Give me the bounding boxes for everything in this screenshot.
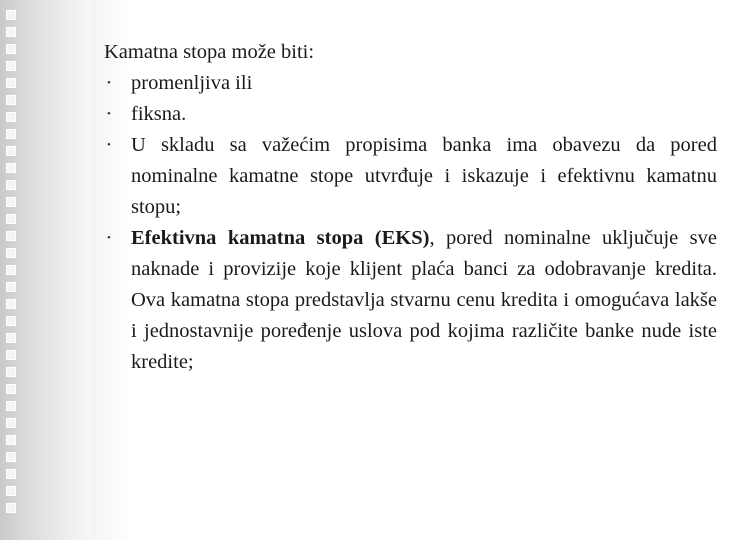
decorative-square	[6, 248, 16, 258]
decorative-square	[6, 384, 16, 394]
decorative-square	[6, 299, 16, 309]
decorative-square	[6, 231, 16, 241]
decorative-square	[6, 180, 16, 190]
decorative-square	[6, 418, 16, 428]
bullet-icon: •	[107, 77, 111, 89]
decorative-square	[6, 350, 16, 360]
decorative-square	[6, 435, 16, 445]
decorative-square	[6, 452, 16, 462]
bullet-text: , pored nominalne uključuje sve naknade i provizije koje klijent plaća banci za odobravanje kredita. Ova kamatna stopa predstavlja stvarnu cenu kredita i omogućava lakše i jednostavnije poređenje uslova pod kojima različite banke nude iste kredite;	[131, 227, 717, 373]
decorative-square-strip	[6, 10, 17, 530]
bullet-list	[104, 68, 717, 378]
left-decorative-band	[0, 0, 92, 540]
bullet-icon: •	[107, 108, 111, 120]
bullet-bold-term: Efektivna kamatna stopa (EKS)	[131, 227, 430, 249]
decorative-square	[6, 282, 16, 292]
bullet-item-propisi	[104, 130, 717, 223]
decorative-square	[6, 316, 16, 326]
bullet-item-promenljiva	[104, 68, 717, 99]
decorative-square	[6, 503, 16, 513]
decorative-square	[6, 129, 16, 139]
decorative-square	[6, 163, 16, 173]
bullet-text: promenljiva ili	[131, 72, 253, 94]
bullet-item-fiksna	[104, 99, 717, 130]
bullet-icon: •	[107, 232, 111, 244]
decorative-square	[6, 44, 16, 54]
decorative-square	[6, 78, 16, 88]
decorative-square	[6, 214, 16, 224]
bullet-item-eks	[104, 223, 717, 378]
decorative-square	[6, 486, 16, 496]
intro-line: Kamatna stopa može biti:	[104, 41, 315, 63]
bullet-text: fiksna.	[131, 103, 187, 125]
decorative-square	[6, 197, 16, 207]
decorative-square	[6, 401, 16, 411]
decorative-square	[6, 95, 16, 105]
decorative-square	[6, 469, 16, 479]
bullet-icon: •	[107, 139, 111, 151]
decorative-square	[6, 10, 16, 20]
decorative-square	[6, 265, 16, 275]
slide-text-body	[104, 37, 717, 378]
bullet-text: U skladu sa važećim propisima banka ima obavezu da pored nominalne kamatne stope utvrđuje i iskazuje i efektivnu kamatnu stopu;	[131, 134, 717, 218]
decorative-square	[6, 367, 16, 377]
decorative-square	[6, 61, 16, 71]
decorative-square	[6, 27, 16, 37]
decorative-square	[6, 112, 16, 122]
decorative-square	[6, 146, 16, 156]
decorative-square	[6, 333, 16, 343]
